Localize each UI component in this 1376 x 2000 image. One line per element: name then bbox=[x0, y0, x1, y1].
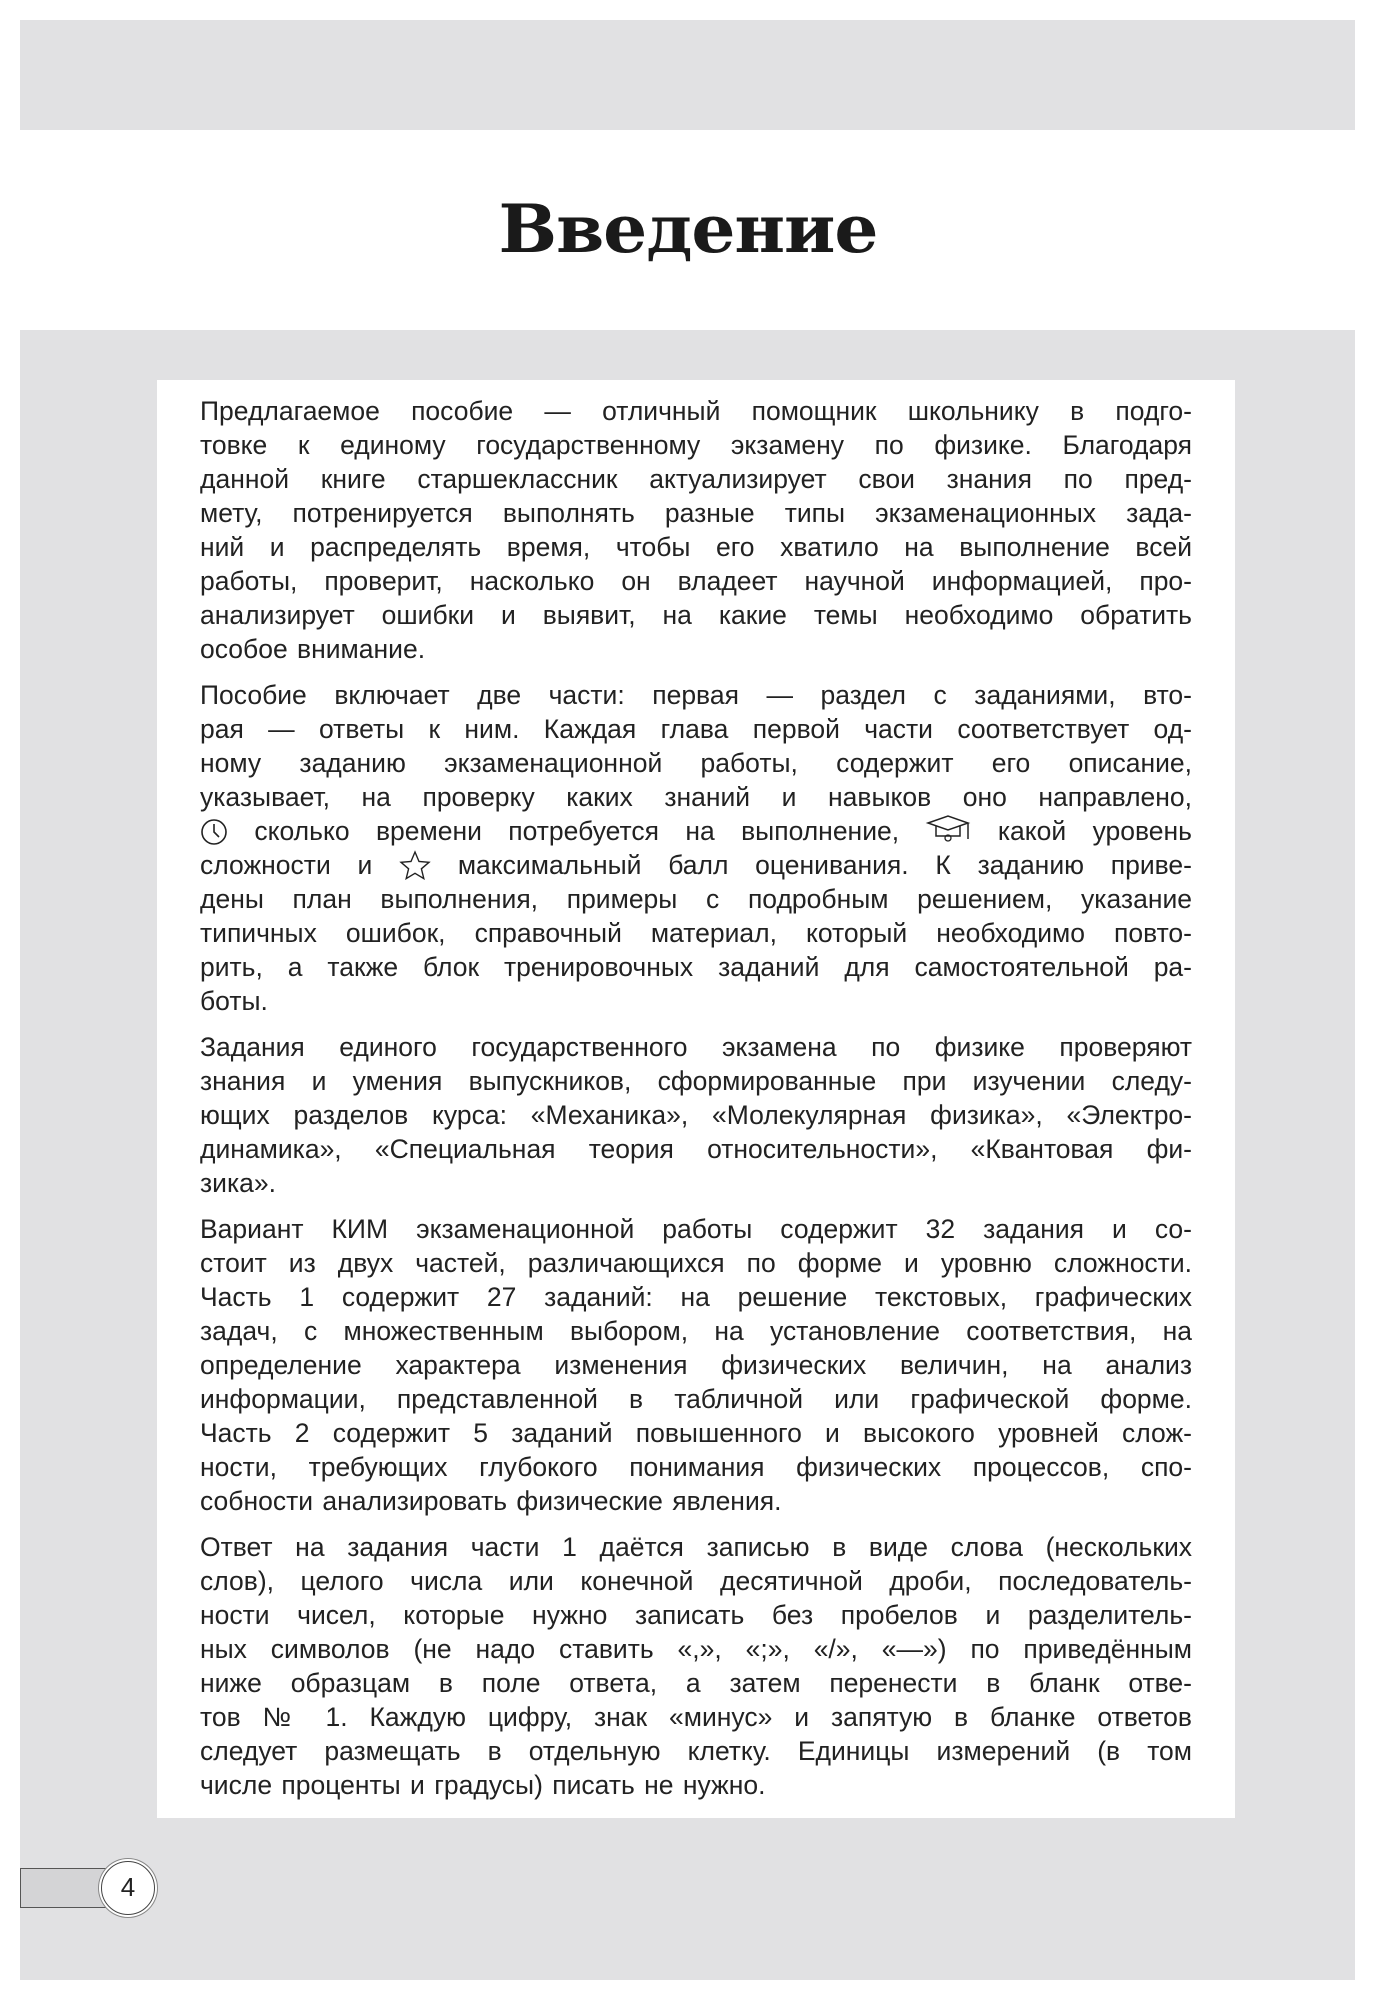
text-line: числе проценты и градусы) писать не нужно. bbox=[200, 1770, 766, 1800]
text-line: ных символов (не надо ставить «,», «;», «/», «—») по приведённым bbox=[200, 1634, 1192, 1664]
page-title: Введение bbox=[498, 190, 878, 268]
text-line: ному заданию экзаменационной работы, содержит его описание, bbox=[200, 748, 1192, 778]
text-line: ности, требующих глубокого понимания физических процессов, спо- bbox=[200, 1452, 1192, 1482]
paragraph bbox=[200, 1212, 1192, 1518]
text-line: ющих разделов курса: «Механика», «Молекулярная физика», «Электро- bbox=[200, 1100, 1192, 1130]
text-line: работы, проверит, насколько он владеет научной информацией, про- bbox=[200, 566, 1192, 596]
text-line: стоит из двух частей, различающихся по форме и уровню сложности. bbox=[200, 1248, 1192, 1278]
text-line: ниже образцам в поле ответа, а затем перенести в бланк отве- bbox=[200, 1668, 1192, 1698]
text-line: типичных ошибок, справочный материал, который необходимо повто- bbox=[200, 918, 1192, 948]
paragraph bbox=[200, 1530, 1192, 1802]
text-line: знания и умения выпускников, сформированные при изучении следу- bbox=[200, 1066, 1192, 1096]
text-line: Задания единого государственного экзамена по физике проверяют bbox=[200, 1032, 1192, 1062]
page-number: 4 bbox=[101, 1861, 155, 1915]
text-line: боты. bbox=[200, 986, 268, 1016]
text-line: определение характера изменения физических величин, на анализ bbox=[200, 1350, 1192, 1380]
text-line: данной книге старшеклассник актуализирует свои знания по пред- bbox=[200, 464, 1192, 494]
text-line: Вариант КИМ экзаменационной работы содержит 32 задания и со- bbox=[200, 1214, 1192, 1244]
paragraph bbox=[200, 394, 1192, 666]
text-line: информации, представленной в табличной или графической форме. bbox=[200, 1384, 1192, 1414]
text-line: дены план выполнения, примеры с подробным решением, указание bbox=[200, 884, 1192, 914]
text-line: анализирует ошибки и выявит, на какие темы необходимо обратить bbox=[200, 600, 1192, 630]
text-line: особое внимание. bbox=[200, 634, 426, 664]
text-line: Ответ на задания части 1 даётся записью в виде слова (нескольких bbox=[200, 1532, 1192, 1562]
text-line: тов № 1. Каждую цифру, знак «минус» и запятую в бланке ответов bbox=[200, 1702, 1192, 1732]
text-line: рая — ответы к ним. Каждая глава первой части соответствует од- bbox=[200, 714, 1192, 744]
text-line: товке к единому государственному экзамену по физике. Благодаря bbox=[200, 430, 1192, 460]
text-line: ний и распределять время, чтобы его хватило на выполнение всей bbox=[200, 532, 1192, 562]
text-line: собности анализировать физические явления. bbox=[200, 1486, 782, 1516]
text-line: задач, с множественным выбором, на установление соответствия, на bbox=[200, 1316, 1192, 1346]
body-text bbox=[200, 394, 1192, 1814]
text-line: мету, потренируется выполнять разные типы экзаменационных зада- bbox=[200, 498, 1192, 528]
text-line: сложности и максимальный балл оценивания. К заданию приве- bbox=[200, 848, 1192, 882]
text-line: зика». bbox=[200, 1168, 276, 1198]
text-line: сколько времени потребуется на выполнение, какой уровень bbox=[200, 814, 1192, 848]
text-line: указывает, на проверку каких знаний и навыков оно направлено, bbox=[200, 782, 1192, 812]
header-band bbox=[20, 20, 1355, 130]
paragraph bbox=[200, 1030, 1192, 1200]
text-line: динамика», «Специальная теория относительности», «Квантовая фи- bbox=[200, 1134, 1192, 1164]
text-line: ности чисел, которые нужно записать без пробелов и разделитель- bbox=[200, 1600, 1192, 1630]
text-line: Часть 2 содержит 5 заданий повышенного и высокого уровней слож- bbox=[200, 1418, 1192, 1448]
text-line: Пособие включает две части: первая — раздел с заданиями, вто- bbox=[200, 680, 1192, 710]
text-line: слов), целого числа или конечной десятичной дроби, последователь- bbox=[200, 1566, 1192, 1596]
text-line: рить, а также блок тренировочных заданий для самостоятельной ра- bbox=[200, 952, 1192, 982]
text-line: следует размещать в отдельную клетку. Единицы измерений (в том bbox=[200, 1736, 1192, 1766]
paragraph bbox=[200, 678, 1192, 1018]
text-line: Предлагаемое пособие — отличный помощник школьнику в подго- bbox=[200, 396, 1192, 426]
text-line: Часть 1 содержит 27 заданий: на решение текстовых, графических bbox=[200, 1282, 1192, 1312]
